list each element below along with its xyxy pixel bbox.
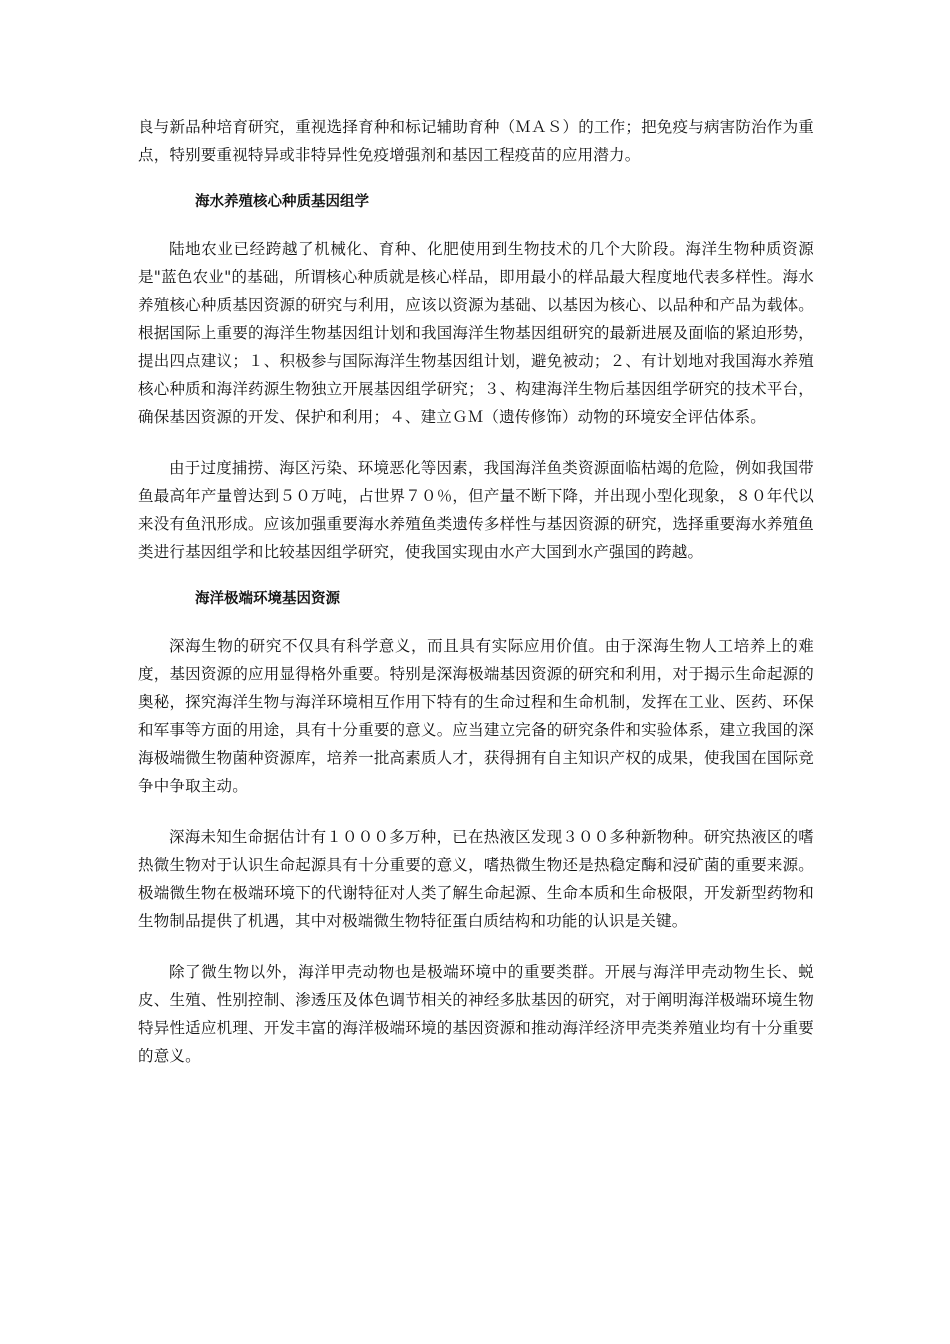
paragraph-deep-sea-research: 深海生物的研究不仅具有科学意义，而且具有实际应用价值。由于深海生物人工培养上的难度，基因资源的应用显得格外重要。特别是深海极端基因资源的研究和利用，对于揭示生命起源的奥秘，探究海洋生物与海洋环境相互作用下特有的生命过程和生命机制，发挥在工业、医药、环保和军事等方面的用途，具有十分重要的意义。应当建立完备的研究条件和实验体系，建立我国的深海极端微生物菌种资源库，培养一批高素质人才，获得拥有自主知识产权的成果，使我国在国际竞争中争取主动。 (138, 637, 814, 795)
section-heading-core-germplasm: 海水养殖核心种质基因组学 (195, 194, 369, 210)
paragraph-hydrothermal-microbes: 深海未知生命据估计有１０００多万种，已在热液区发现３００多种新物种。研究热液区的嗜热微生物对于认识生命起源具有十分重要的意义，嗜热微生物还是热稳定酶和浸矿菌的重要来源。极端微生物在极端环境下的代谢特征对人类了解生命起源、生命本质和生命极限，开发新型药物和生物制品提供了机遇，其中对极端微生物特征蛋白质结构和功能的认识是关键。 (138, 828, 814, 930)
section-heading-extreme-environment: 海洋极端环境基因资源 (195, 591, 340, 607)
paragraph-fish-resources: 由于过度捕捞、海区污染、环境恶化等因素，我国海洋鱼类资源面临枯竭的危险，例如我国带鱼最高年产量曾达到５０万吨，占世界７０％，但产量不断下降，并出现小型化现象，８０年代以来没有鱼汛形成。应该加强重要海水养殖鱼类遗传多样性与基因资源的研究，选择重要海水养殖鱼类进行基因组学和比较基因组学研究，使我国实现由水产大国到水产强国的跨越。 (138, 459, 814, 561)
paragraph-continuation: 良与新品种培育研究，重视选择育种和标记辅助育种（ＭＡＳ）的工作；把免疫与病害防治作为重点，特别要重视特异或非特异性免疫增强剂和基因工程疫苗的应用潜力。 (138, 118, 814, 164)
document-page (138, 113, 814, 1070)
paragraph-crustaceans: 除了微生物以外，海洋甲壳动物也是极端环境中的重要类群。开展与海洋甲壳动物生长、蜕皮、生殖、性别控制、渗透压及体色调节相关的神经多肽基因的研究，对于阐明海洋极端环境生物特异性适应机理、开发丰富的海洋极端环境的基因资源和推动海洋经济甲壳类养殖业均有十分重要的意义。 (138, 963, 814, 1065)
paragraph-core-germplasm: 陆地农业已经跨越了机械化、育种、化肥使用到生物技术的几个大阶段。海洋生物种质资源是"蓝色农业"的基础，所谓核心种质就是核心样品，即用最小的样品最大程度地代表多样性。海水养殖核心种质基因资源的研究与利用，应该以资源为基础、以基因为核心、以品种和产品为载体。根据国际上重要的海洋生物基因组计划和我国海洋生物基因组研究的最新进展及面临的紧迫形势，提出四点建议；１、积极参与国际海洋生物基因组计划，避免被动；２、有计划地对我国海水养殖核心种质和海洋药源生物独立开展基因组学研究；３、构建海洋生物后基因组学研究的技术平台，确保基因资源的开发、保护和利用；４、建立ＧＭ（遗传修饰）动物的环境安全评估体系。 (138, 240, 814, 426)
